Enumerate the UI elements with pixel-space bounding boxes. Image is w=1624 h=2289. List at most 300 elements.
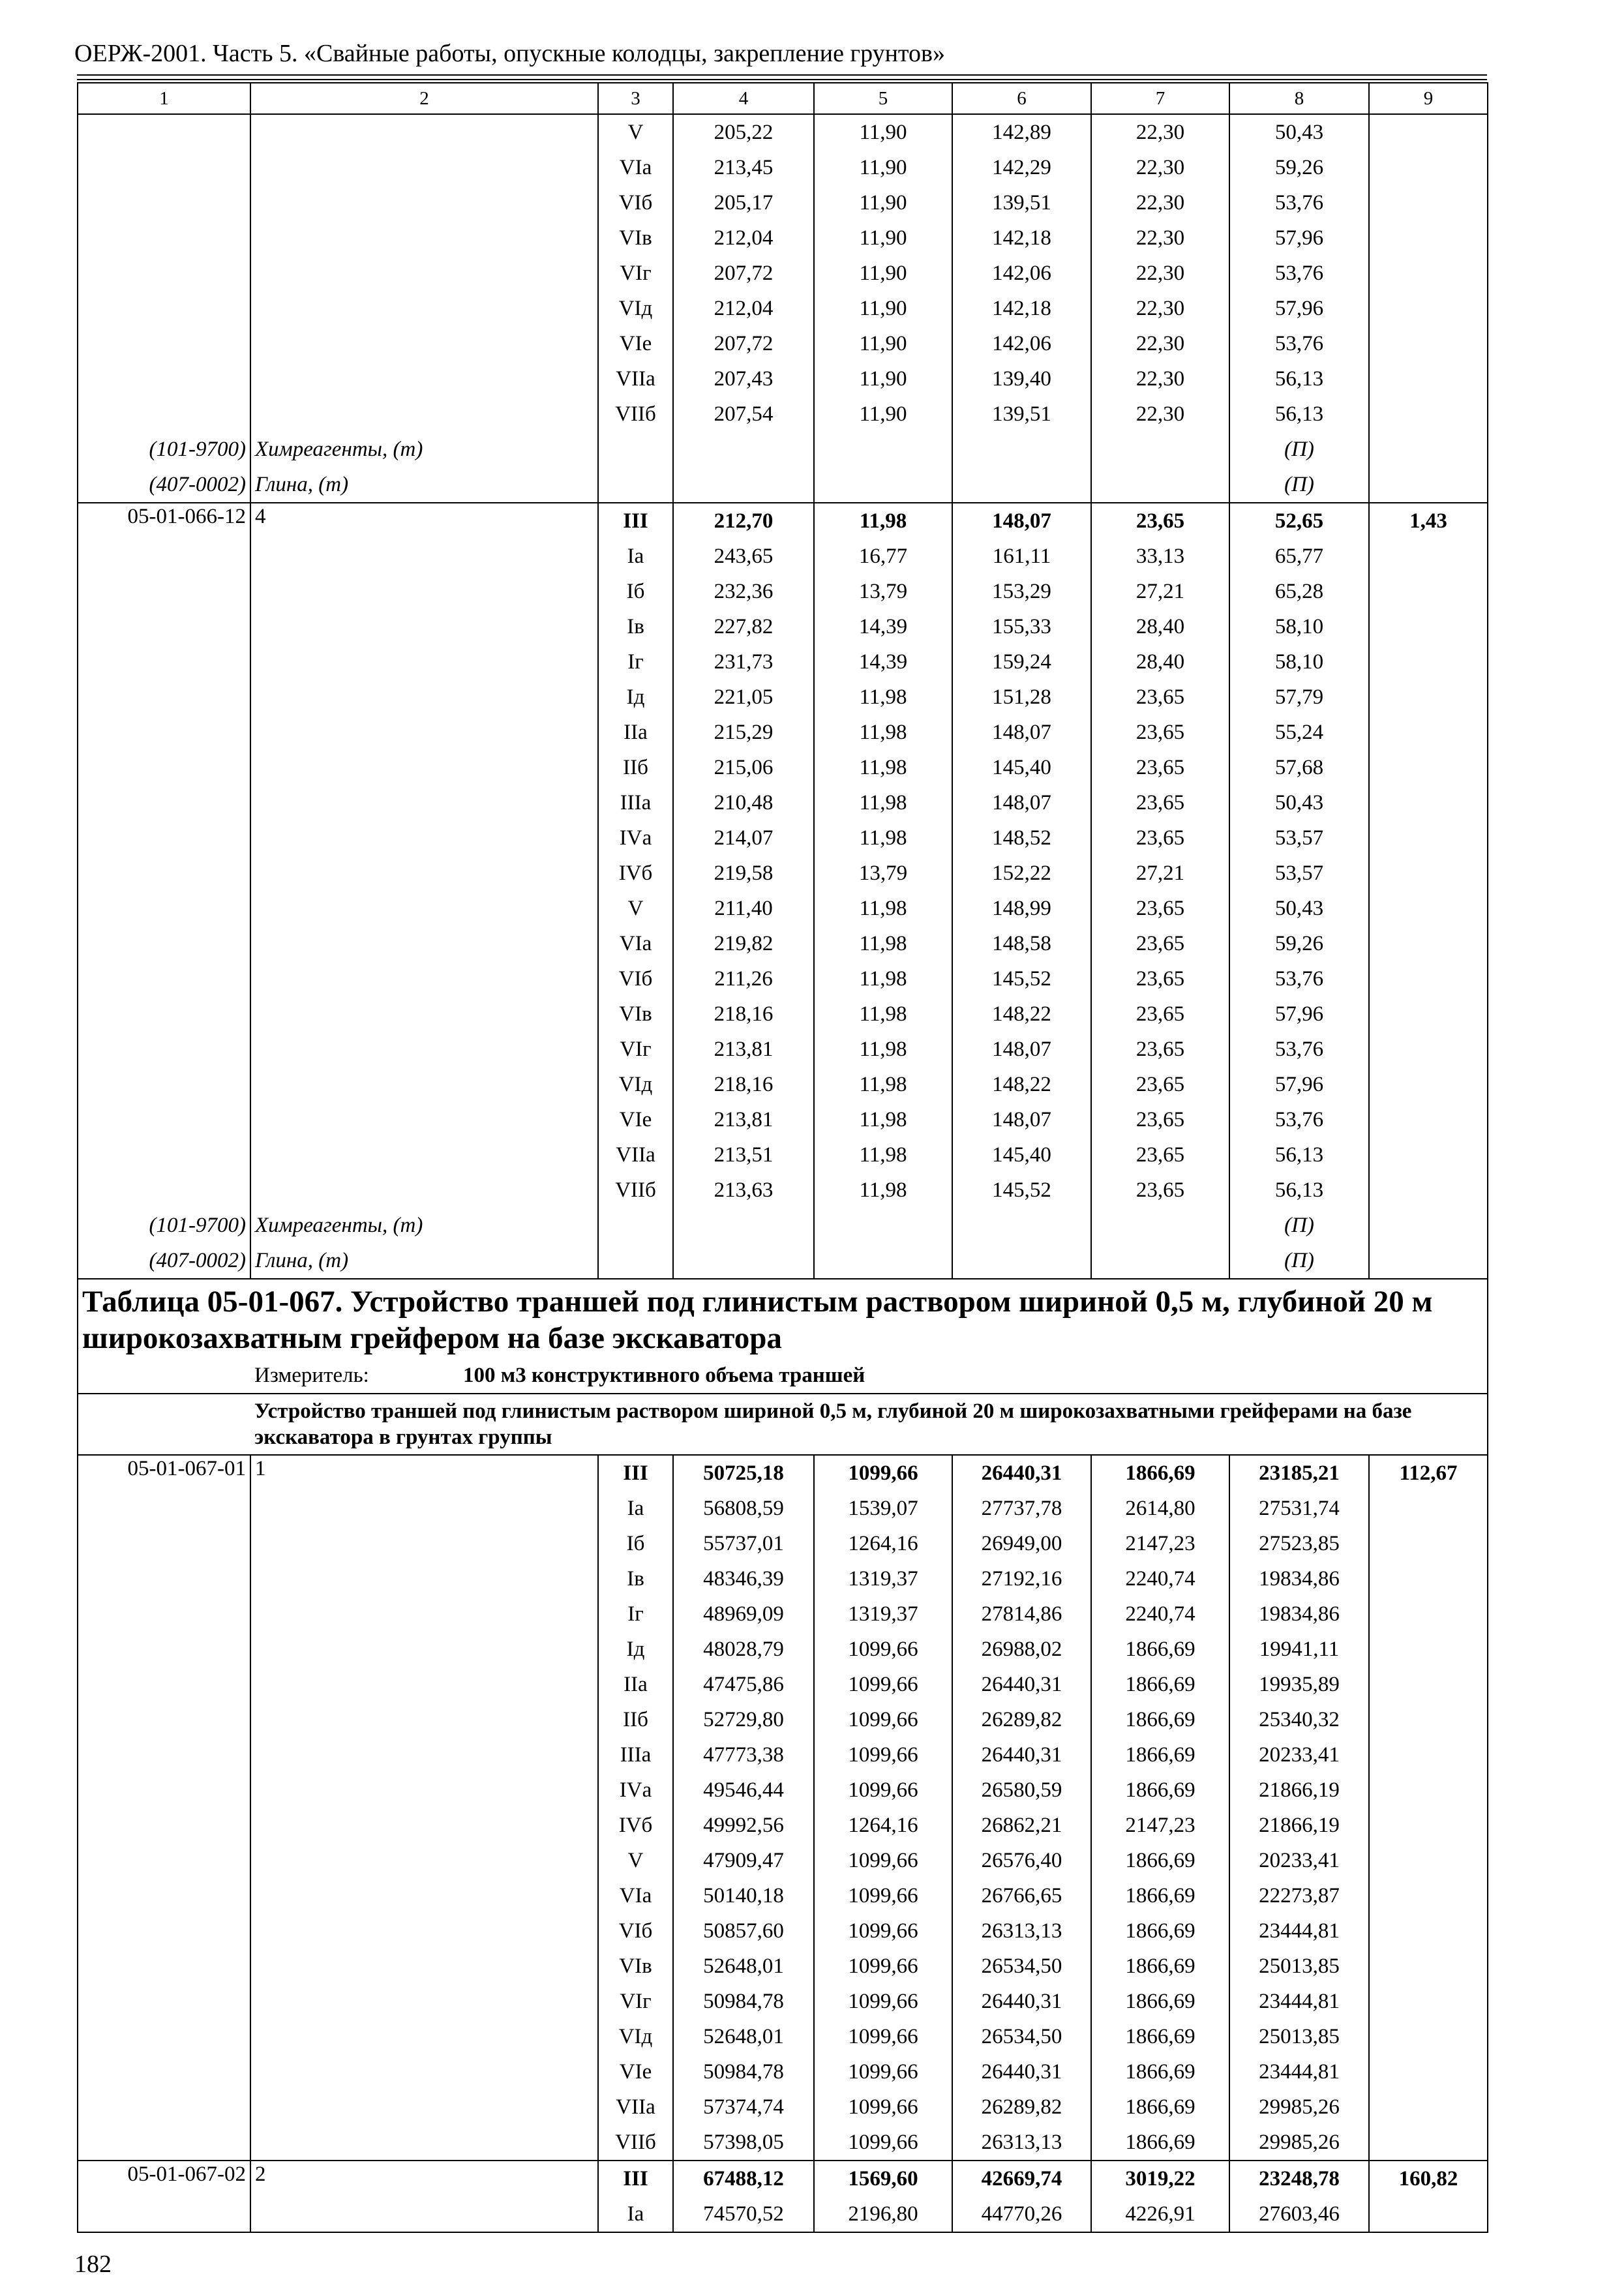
value-cell: 16,77 (814, 539, 952, 574)
value-cell (1369, 1808, 1488, 1843)
value-cell (598, 432, 673, 467)
material-row (78, 467, 1488, 503)
value-cell: 139,51 (952, 396, 1091, 432)
table-row (78, 1102, 1488, 1137)
value-cell: 50,43 (1229, 114, 1369, 150)
table-row (78, 926, 1488, 961)
soil-group-cell: VIг (598, 256, 673, 291)
header-rule (77, 79, 1487, 80)
value-cell: 11,90 (814, 114, 952, 150)
value-cell: 11,98 (814, 785, 952, 820)
value-cell (814, 1243, 952, 1279)
value-cell: 22,30 (1091, 150, 1229, 185)
value-cell: 26576,40 (952, 1843, 1091, 1878)
soil-group-cell: VIг (598, 1984, 673, 2019)
value-cell: 11,98 (814, 680, 952, 715)
label-cell (250, 1667, 598, 1702)
value-cell (1369, 1667, 1488, 1702)
value-cell: 2240,74 (1091, 1596, 1229, 1632)
value-cell (1369, 785, 1488, 820)
value-cell: 1866,69 (1091, 1949, 1229, 1984)
soil-group-cell: Iв (598, 1561, 673, 1596)
table-row (78, 644, 1488, 680)
value-cell: 14,39 (814, 609, 952, 644)
label-cell (250, 1808, 598, 1843)
label-cell (250, 326, 598, 361)
value-cell: 1099,66 (814, 1984, 952, 2019)
label-cell (250, 539, 598, 574)
table-title: Таблица 05-01-067. Устройство траншей под глинистым раствором шириной 0,5 м, глубиной 20 м широкозахватным грейфером на базе экскаватора (78, 1279, 1488, 1358)
value-cell: 22,30 (1091, 326, 1229, 361)
material-name: Химреагенты, (т) (250, 1208, 598, 1243)
value-cell: 23444,81 (1229, 1913, 1369, 1949)
value-cell (814, 432, 952, 467)
code-cell (78, 2054, 250, 2089)
value-cell: 50140,18 (673, 1878, 814, 1913)
value-cell: 142,29 (952, 150, 1091, 185)
table-row (78, 1949, 1488, 1984)
value-cell: 22,30 (1091, 185, 1229, 220)
code-cell (78, 539, 250, 574)
label-cell (250, 361, 598, 396)
table-cell (78, 1394, 250, 1455)
value-cell: 25013,85 (1229, 2019, 1369, 2054)
value-cell: 1866,69 (1091, 1667, 1229, 1702)
code-cell (78, 185, 250, 220)
value-cell (1369, 820, 1488, 856)
code-cell (78, 785, 250, 820)
code-cell (78, 715, 250, 750)
label-cell (250, 820, 598, 856)
label-cell (250, 1526, 598, 1561)
value-cell: 58,10 (1229, 609, 1369, 644)
material-code: (101-9700) (78, 432, 250, 467)
value-cell: 53,57 (1229, 856, 1369, 891)
soil-group-cell: III (598, 503, 673, 539)
code-cell (78, 2089, 250, 2125)
table-row (78, 539, 1488, 574)
soil-group-cell: Iа (598, 539, 673, 574)
value-cell: 23,65 (1091, 1102, 1229, 1137)
value-cell (1369, 680, 1488, 715)
value-cell: 1866,69 (1091, 1843, 1229, 1878)
code-cell (78, 1032, 250, 1067)
value-cell: 1866,69 (1091, 2089, 1229, 2125)
table-row (78, 2054, 1488, 2089)
value-cell: 11,98 (814, 891, 952, 926)
value-cell: 26440,31 (952, 1737, 1091, 1773)
value-cell (1369, 1984, 1488, 2019)
table-row (78, 185, 1488, 220)
value-cell: 28,40 (1091, 609, 1229, 644)
code-cell (78, 926, 250, 961)
material-row (78, 432, 1488, 467)
value-cell: 161,11 (952, 539, 1091, 574)
table-row (78, 609, 1488, 644)
value-cell (1369, 1526, 1488, 1561)
value-cell: 1099,66 (814, 2054, 952, 2089)
soil-group-cell: V (598, 1843, 673, 1878)
value-cell: 29985,26 (1229, 2089, 1369, 2125)
rate-code: 05-01-067-01 (78, 1455, 250, 1491)
value-cell: 1866,69 (1091, 1913, 1229, 1949)
table-row (78, 1491, 1488, 1526)
value-cell: 26313,13 (952, 2125, 1091, 2161)
material-name: Глина, (т) (250, 467, 598, 503)
value-cell (673, 432, 814, 467)
soil-group-cell: Iв (598, 609, 673, 644)
table-row (78, 396, 1488, 432)
value-cell: 145,40 (952, 1137, 1091, 1173)
measure-label: Измеритель: (254, 1364, 369, 1387)
value-cell (1369, 856, 1488, 891)
code-cell (78, 996, 250, 1032)
label-cell (250, 1561, 598, 1596)
value-cell: 57,96 (1229, 1067, 1369, 1102)
value-cell: 44770,26 (952, 2196, 1091, 2232)
value-cell (1369, 2196, 1488, 2232)
value-cell: 213,63 (673, 1173, 814, 1208)
table-row (78, 114, 1488, 150)
value-cell (1369, 750, 1488, 785)
soil-group-cell: Iб (598, 1526, 673, 1561)
code-cell (78, 680, 250, 715)
material-value: (П) (1229, 1243, 1369, 1279)
code-cell (78, 1702, 250, 1737)
soil-group-cell: IVа (598, 820, 673, 856)
value-cell: 212,04 (673, 291, 814, 326)
table-row (78, 1984, 1488, 2019)
soil-group-cell: IIа (598, 715, 673, 750)
value-cell: 49992,56 (673, 1808, 814, 1843)
value-cell (1369, 961, 1488, 996)
table-row (78, 1596, 1488, 1632)
material-value: (П) (1229, 467, 1369, 503)
subheading: Устройство траншей под глинистым раствором шириной 0,5 м, глубиной 20 м широкозахватными грейферами на базе экскаватора в грунтах группы (250, 1394, 1488, 1455)
value-cell: 148,22 (952, 1067, 1091, 1102)
value-cell: 11,98 (814, 750, 952, 785)
value-cell: 27531,74 (1229, 1491, 1369, 1526)
value-cell: 27814,86 (952, 1596, 1091, 1632)
code-cell (78, 856, 250, 891)
value-cell: 20233,41 (1229, 1843, 1369, 1878)
label-cell (250, 1102, 598, 1137)
value-cell: 148,58 (952, 926, 1091, 961)
value-cell (1369, 574, 1488, 609)
value-cell (1369, 1702, 1488, 1737)
table-row (78, 1702, 1488, 1737)
value-cell: 1866,69 (1091, 1773, 1229, 1808)
value-cell: 1099,66 (814, 2125, 952, 2161)
value-cell: 53,76 (1229, 1032, 1369, 1067)
value-cell: 142,18 (952, 220, 1091, 256)
table-row-main (78, 1455, 1488, 1491)
code-cell (78, 114, 250, 150)
code-cell (78, 1526, 250, 1561)
soil-group-cell: VIа (598, 1878, 673, 1913)
value-cell: 23,65 (1091, 926, 1229, 961)
value-cell: 56,13 (1229, 396, 1369, 432)
value-cell (1369, 326, 1488, 361)
label-cell (250, 1491, 598, 1526)
value-cell: 57,96 (1229, 220, 1369, 256)
value-cell (1369, 396, 1488, 432)
code-cell (78, 1632, 250, 1667)
value-cell: 25013,85 (1229, 1949, 1369, 1984)
label-cell (250, 256, 598, 291)
code-cell (78, 1102, 250, 1137)
table-row (78, 750, 1488, 785)
table-row (78, 1843, 1488, 1878)
value-cell: 213,81 (673, 1032, 814, 1067)
value-cell: 26862,21 (952, 1808, 1091, 1843)
value-cell: 23,65 (1091, 715, 1229, 750)
value-cell: 11,98 (814, 996, 952, 1032)
label-cell (250, 715, 598, 750)
value-cell: 56,13 (1229, 1137, 1369, 1173)
header-rule (77, 74, 1487, 76)
rate-code: 05-01-066-12 (78, 503, 250, 539)
value-cell (1369, 609, 1488, 644)
label-cell (250, 114, 598, 150)
value-cell: 1569,60 (814, 2161, 952, 2196)
value-cell: 227,82 (673, 609, 814, 644)
value-cell: 11,90 (814, 220, 952, 256)
value-cell: 23444,81 (1229, 1984, 1369, 2019)
value-cell: 221,05 (673, 680, 814, 715)
code-cell (78, 2196, 250, 2232)
value-cell (1369, 926, 1488, 961)
soil-group-cell: VIIа (598, 1137, 673, 1173)
material-row (78, 1243, 1488, 1279)
code-cell (78, 1667, 250, 1702)
value-cell (1369, 1137, 1488, 1173)
value-cell: 13,79 (814, 856, 952, 891)
value-cell: 47475,86 (673, 1667, 814, 1702)
value-cell: 142,18 (952, 291, 1091, 326)
table-row (78, 1737, 1488, 1773)
table-row (78, 256, 1488, 291)
code-cell (78, 820, 250, 856)
value-cell (1091, 1243, 1229, 1279)
label-cell (250, 2089, 598, 2125)
value-cell: 50725,18 (673, 1455, 814, 1491)
table-row (78, 1878, 1488, 1913)
value-cell: 3019,22 (1091, 2161, 1229, 2196)
value-cell (1369, 1773, 1488, 1808)
value-cell: 56,13 (1229, 1173, 1369, 1208)
code-cell (78, 644, 250, 680)
page-header: ОЕРЖ-2001. Часть 5. «Свайные работы, опускные колодцы, закрепление грунтов» (74, 40, 945, 67)
value-cell: 1539,07 (814, 1491, 952, 1526)
value-cell: 11,98 (814, 1173, 952, 1208)
value-cell: 11,90 (814, 291, 952, 326)
value-cell (1369, 539, 1488, 574)
value-cell: 1099,66 (814, 1913, 952, 1949)
value-cell (952, 1243, 1091, 1279)
value-cell: 1099,66 (814, 1843, 952, 1878)
material-name: Химреагенты, (т) (250, 432, 598, 467)
value-cell: 1866,69 (1091, 2125, 1229, 2161)
value-cell: 52648,01 (673, 2019, 814, 2054)
value-cell: 1319,37 (814, 1596, 952, 1632)
soil-group-cell: VIд (598, 2019, 673, 2054)
table-row (78, 1526, 1488, 1561)
soil-group-cell: V (598, 891, 673, 926)
code-cell (78, 1984, 250, 2019)
value-cell: 11,98 (814, 961, 952, 996)
value-cell: 218,16 (673, 1067, 814, 1102)
table-row (78, 1667, 1488, 1702)
label-cell (250, 1773, 598, 1808)
soil-group-cell: VIIа (598, 361, 673, 396)
code-cell (78, 396, 250, 432)
value-cell: 50984,78 (673, 2054, 814, 2089)
label-cell (250, 644, 598, 680)
soil-group-cell: VIIб (598, 396, 673, 432)
value-cell: 23,65 (1091, 996, 1229, 1032)
value-cell: 55,24 (1229, 715, 1369, 750)
table-row (78, 715, 1488, 750)
value-cell: 47909,47 (673, 1843, 814, 1878)
value-cell: 1099,66 (814, 1667, 952, 1702)
value-cell: 215,06 (673, 750, 814, 785)
value-cell: 23,65 (1091, 820, 1229, 856)
value-cell (1369, 467, 1488, 503)
value-cell: 21866,19 (1229, 1808, 1369, 1843)
value-cell: 11,98 (814, 1032, 952, 1067)
value-cell: 50,43 (1229, 891, 1369, 926)
value-cell: 243,65 (673, 539, 814, 574)
value-cell (598, 467, 673, 503)
soil-group-cell: Iа (598, 1491, 673, 1526)
value-cell: 1099,66 (814, 1455, 952, 1491)
column-number: 4 (673, 83, 814, 114)
value-cell: 26949,00 (952, 1526, 1091, 1561)
value-cell (1369, 996, 1488, 1032)
value-cell (1369, 1737, 1488, 1773)
code-cell (78, 609, 250, 644)
code-cell (78, 1808, 250, 1843)
value-cell: 2147,23 (1091, 1808, 1229, 1843)
value-cell: 207,72 (673, 326, 814, 361)
value-cell: 2614,80 (1091, 1491, 1229, 1526)
value-cell: 59,26 (1229, 150, 1369, 185)
code-cell (78, 220, 250, 256)
soil-group-cell: VIIб (598, 2125, 673, 2161)
table-row-main (78, 503, 1488, 539)
column-number: 5 (814, 83, 952, 114)
value-cell: 160,82 (1369, 2161, 1488, 2196)
table-row (78, 574, 1488, 609)
value-cell: 28,40 (1091, 644, 1229, 680)
value-cell: 23248,78 (1229, 2161, 1369, 2196)
table-row (78, 326, 1488, 361)
code-cell (78, 1913, 250, 1949)
table-cell (78, 1358, 250, 1394)
value-cell (1369, 361, 1488, 396)
soil-group-cell: VIв (598, 220, 673, 256)
table-row (78, 1032, 1488, 1067)
table-row (78, 996, 1488, 1032)
code-cell (78, 1561, 250, 1596)
table-row (78, 150, 1488, 185)
value-cell (1369, 220, 1488, 256)
soil-group-cell: V (598, 114, 673, 150)
value-cell: 56,13 (1229, 361, 1369, 396)
value-cell: 145,40 (952, 750, 1091, 785)
label-cell (250, 1984, 598, 2019)
value-cell (952, 467, 1091, 503)
value-cell (598, 1208, 673, 1243)
value-cell (1369, 185, 1488, 220)
soil-group-cell: VIа (598, 150, 673, 185)
value-cell (1369, 2019, 1488, 2054)
label-cell (250, 1596, 598, 1632)
soil-group-cell: Iг (598, 1596, 673, 1632)
soil-group-cell: Iб (598, 574, 673, 609)
value-cell: 22273,87 (1229, 1878, 1369, 1913)
label-cell (250, 856, 598, 891)
value-cell: 27603,46 (1229, 2196, 1369, 2232)
soil-group-cell: IIIа (598, 1737, 673, 1773)
value-cell (1369, 1596, 1488, 1632)
soil-group-cell: VIе (598, 326, 673, 361)
value-cell (673, 1208, 814, 1243)
soil-group-cell: IVб (598, 856, 673, 891)
code-cell (78, 574, 250, 609)
value-cell: 151,28 (952, 680, 1091, 715)
value-cell: 215,29 (673, 715, 814, 750)
value-cell: 55737,01 (673, 1526, 814, 1561)
table-row (78, 2019, 1488, 2054)
code-cell (78, 1067, 250, 1102)
value-cell (1369, 1949, 1488, 1984)
value-cell (1369, 2089, 1488, 2125)
soil-group-cell: VIIб (598, 1173, 673, 1208)
value-cell: 20233,41 (1229, 1737, 1369, 1773)
table-row (78, 680, 1488, 715)
value-cell: 27,21 (1091, 574, 1229, 609)
value-cell: 19834,86 (1229, 1596, 1369, 1632)
soil-group-cell: VIа (598, 926, 673, 961)
value-cell: 53,76 (1229, 185, 1369, 220)
value-cell: 212,70 (673, 503, 814, 539)
value-cell (1369, 715, 1488, 750)
value-cell: 22,30 (1091, 256, 1229, 291)
value-cell: 22,30 (1091, 361, 1229, 396)
label-cell (250, 750, 598, 785)
table-row (78, 785, 1488, 820)
code-cell (78, 1737, 250, 1773)
value-cell: 1866,69 (1091, 1737, 1229, 1773)
value-cell: 57398,05 (673, 2125, 814, 2161)
value-cell: 23444,81 (1229, 2054, 1369, 2089)
value-cell (1369, 1843, 1488, 1878)
soil-group-cell: VIд (598, 291, 673, 326)
value-cell: 1099,66 (814, 1632, 952, 1667)
value-cell (814, 1208, 952, 1243)
table-row (78, 1632, 1488, 1667)
value-cell: 26534,50 (952, 2019, 1091, 2054)
value-cell: 142,89 (952, 114, 1091, 150)
value-cell: 57,96 (1229, 996, 1369, 1032)
value-cell: 26440,31 (952, 2054, 1091, 2089)
soil-group-cell: IIб (598, 750, 673, 785)
value-cell: 22,30 (1091, 396, 1229, 432)
measure-value: 100 м3 конструктивного объема траншей (463, 1364, 865, 1387)
table-row (78, 1561, 1488, 1596)
